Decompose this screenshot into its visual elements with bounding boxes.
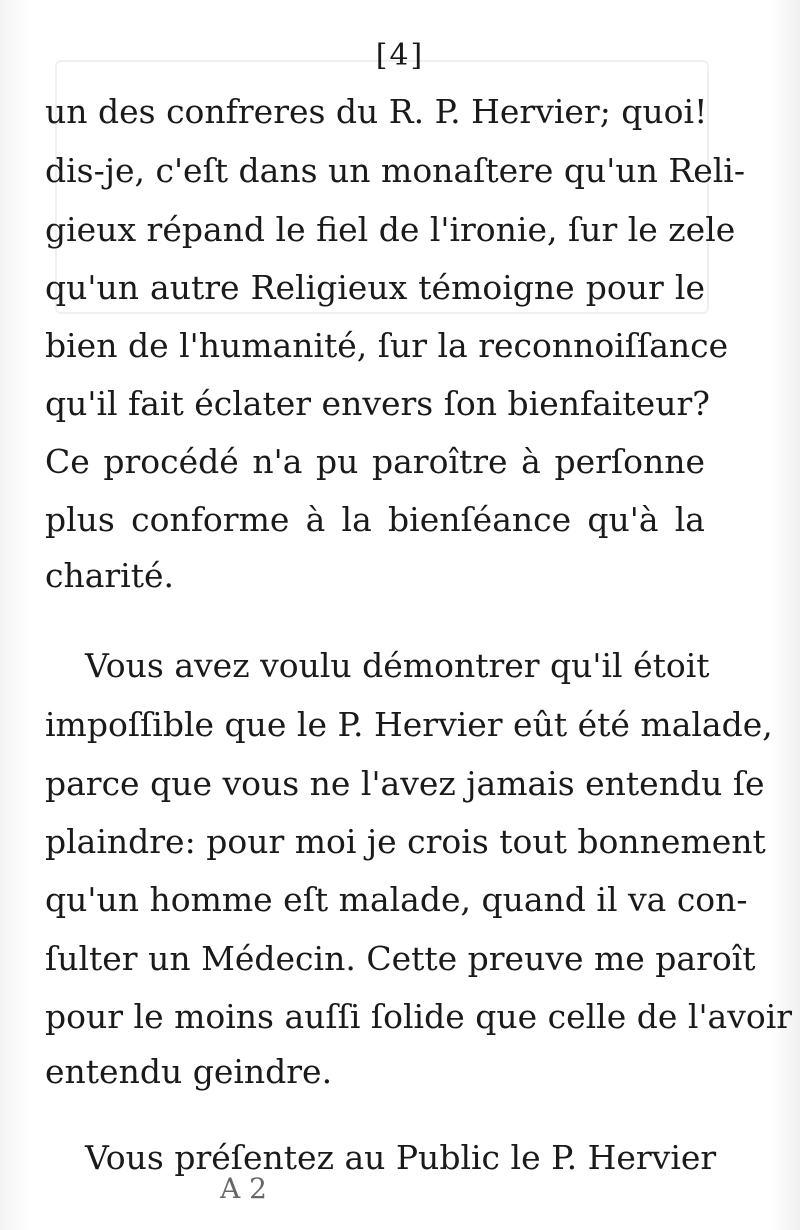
text-line: entendu geindre.	[45, 1052, 333, 1091]
text-line: pour le moins auſſi ſolide que celle de l'avoir	[45, 997, 793, 1036]
text-line: plaindre: pour moi je crois tout bonnement	[45, 822, 766, 861]
text-line: Vous avez voulu démontrer qu'il étoit	[85, 646, 710, 685]
page-number: [4]	[375, 38, 425, 73]
text-line: qu'il fait éclater envers ſon bienfaiteur?	[45, 384, 710, 423]
text-line: dis-je, c'eſt dans un monaſtere qu'un Reli-	[45, 151, 745, 190]
text-line: qu'un homme eſt malade, quand il va con-	[45, 880, 748, 919]
signature-mark: A 2	[220, 1172, 267, 1205]
text-line: un des confreres du R. P. Hervier; quoi!	[45, 92, 708, 131]
text-line: gieux répand le fiel de l'ironie, ſur le zele	[45, 210, 736, 249]
text-line: Vous préſentez au Public le P. Hervier	[85, 1138, 717, 1177]
text-line: parce que vous ne l'avez jamais entendu ſe	[45, 764, 765, 803]
text-line: charité.	[45, 556, 175, 595]
text-line: plus conforme à la bienſéance qu'à la	[45, 500, 705, 539]
text-line: qu'un autre Religieux témoigne pour le	[45, 268, 705, 307]
text-line: ſulter un Médecin. Cette preuve me paroît	[45, 939, 756, 978]
text-line: bien de l'humanité, ſur la reconnoiſſance	[45, 326, 729, 365]
text-line: Ce procédé n'a pu paroître à perſonne	[45, 442, 705, 481]
text-line: impoſſible que le P. Hervier eût été malade,	[45, 705, 773, 744]
